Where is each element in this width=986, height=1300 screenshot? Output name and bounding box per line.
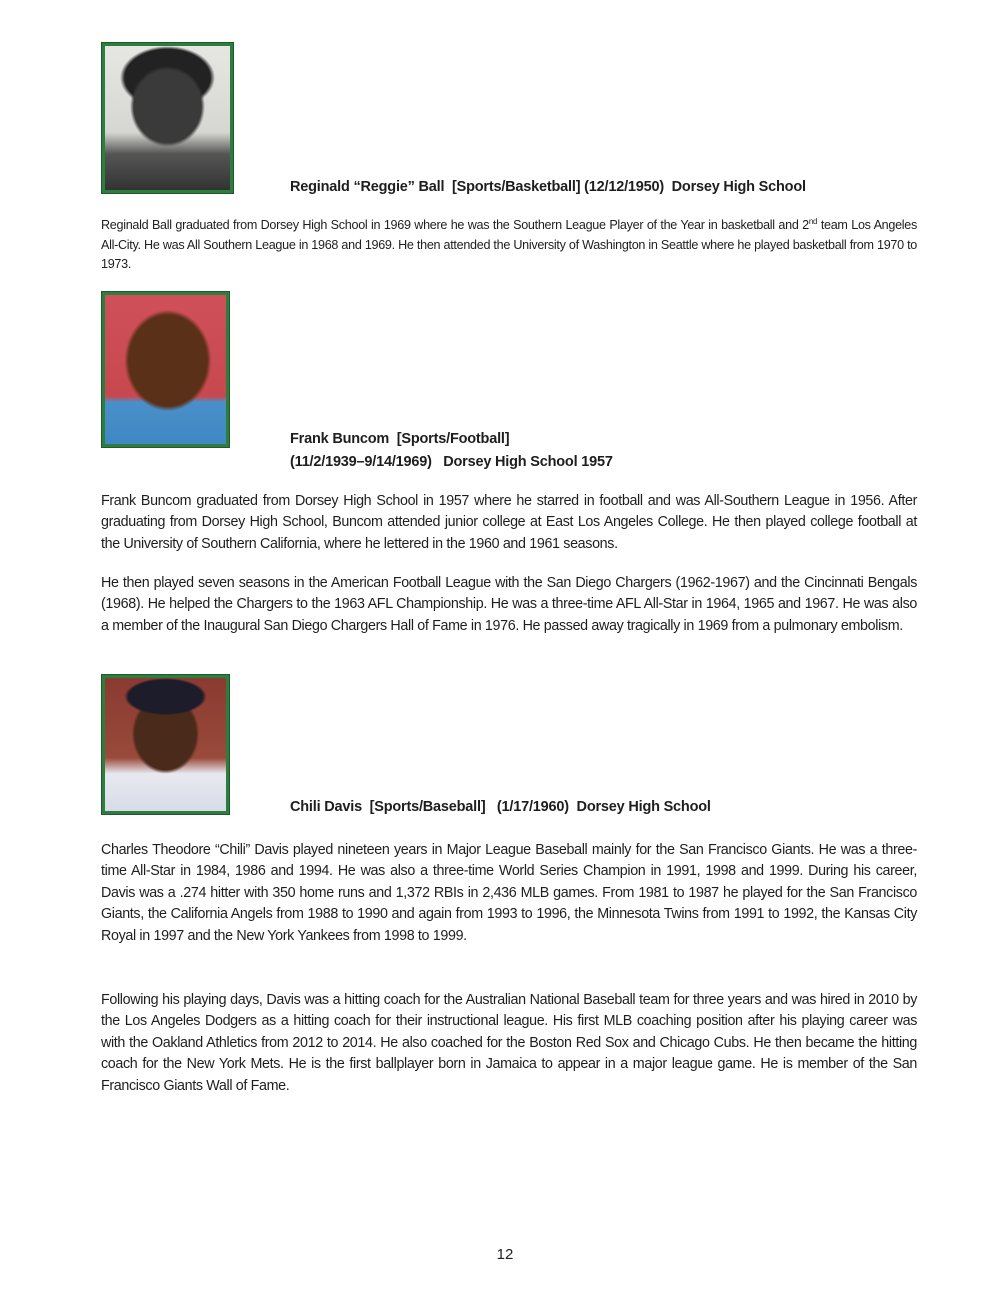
ordinal-suffix: nd [808, 216, 818, 226]
frank-buncom-heading-name: Frank Buncom [Sports/Football] [290, 431, 510, 447]
chili-davis-heading: Chili Davis [Sports/Baseball] (1/17/1960) Dorsey High School [290, 799, 711, 815]
reggie-ball-photo [102, 43, 233, 193]
frank-buncom-heading-dates: (11/2/1939–9/14/1969) Dorsey High School 1957 [290, 454, 613, 470]
page-number: 12 [496, 1246, 514, 1263]
chili-davis-bio-1: Charles Theodore “Chili” Davis played nineteen years in Major League Baseball mainly for the San Francisco Giants. He was a three-time All-Star in 1984, 1986 and 1994. He was also a three-time World Series Champion in 1991, 1998 and 1999. During his career, Davis was a .274 hitter with 350 home runs and 1,372 RBIs in 2,436 MLB games. From 1981 to 1987 he played for the San Francisco Giants, the California Angels from 1988 to 1990 and again from 1993 to 1996, the Minnesota Twins from 1991 to 1992, the Kansas City Royal in 1997 and the New York Yankees from 1998 to 1999. [101, 842, 917, 944]
frank-buncom-photo [102, 292, 229, 447]
frank-buncom-bio-1: Frank Buncom graduated from Dorsey High School in 1957 where he starred in football and was All-Southern League in 1956. After graduating from Dorsey High School, Buncom attended junior college at East Los Angeles College. He then played college football at the University of Southern California, where he lettered in the 1960 and 1961 seasons. [101, 493, 917, 552]
chili-davis-photo [102, 675, 229, 814]
reggie-ball-bio [101, 216, 917, 275]
frank-buncom-bio-2: He then played seven seasons in the American Football League with the San Diego Chargers (1962-1967) and the Cincinnati Bengals (1968). He helped the Chargers to the 1963 AFL Championship. He was a three-time AFL All-Star in 1964, 1965 and 1967. He was also a member of the Inaugural San Diego Chargers Hall of Fame in 1976. He passed away tragically in 1969 from a pulmonary embolism. [101, 575, 917, 634]
chili-davis-bio-2: Following his playing days, Davis was a hitting coach for the Australian National Baseball team for three years and was hired in 2010 by the Los Angeles Dodgers as a hitting coach for their instructional league. His first MLB coaching position after his playing career was with the Oakland Athletics from 2012 to 2014. He also coached for the Boston Red Sox and Chicago Cubs. He then became the hitting coach for the New York Mets. He is the first ballplayer born in Jamaica to appear in a major league game. He is member of the San Francisco Giants Wall of Fame. [101, 992, 917, 1094]
bio-text: team Los Angeles All-City. He was All Southern League in 1968 and 1969. He then attended the University of Washington in Seattle where he played basketball from 1970 to 1973. [101, 218, 917, 271]
bio-text: Reginald Ball graduated from Dorsey High School in 1969 where he was the Southern League Player of the Year in basketball and 2 [101, 218, 809, 232]
reggie-ball-heading: Reginald “Reggie” Ball [Sports/Basketball] (12/12/1950) Dorsey High School [290, 179, 806, 195]
